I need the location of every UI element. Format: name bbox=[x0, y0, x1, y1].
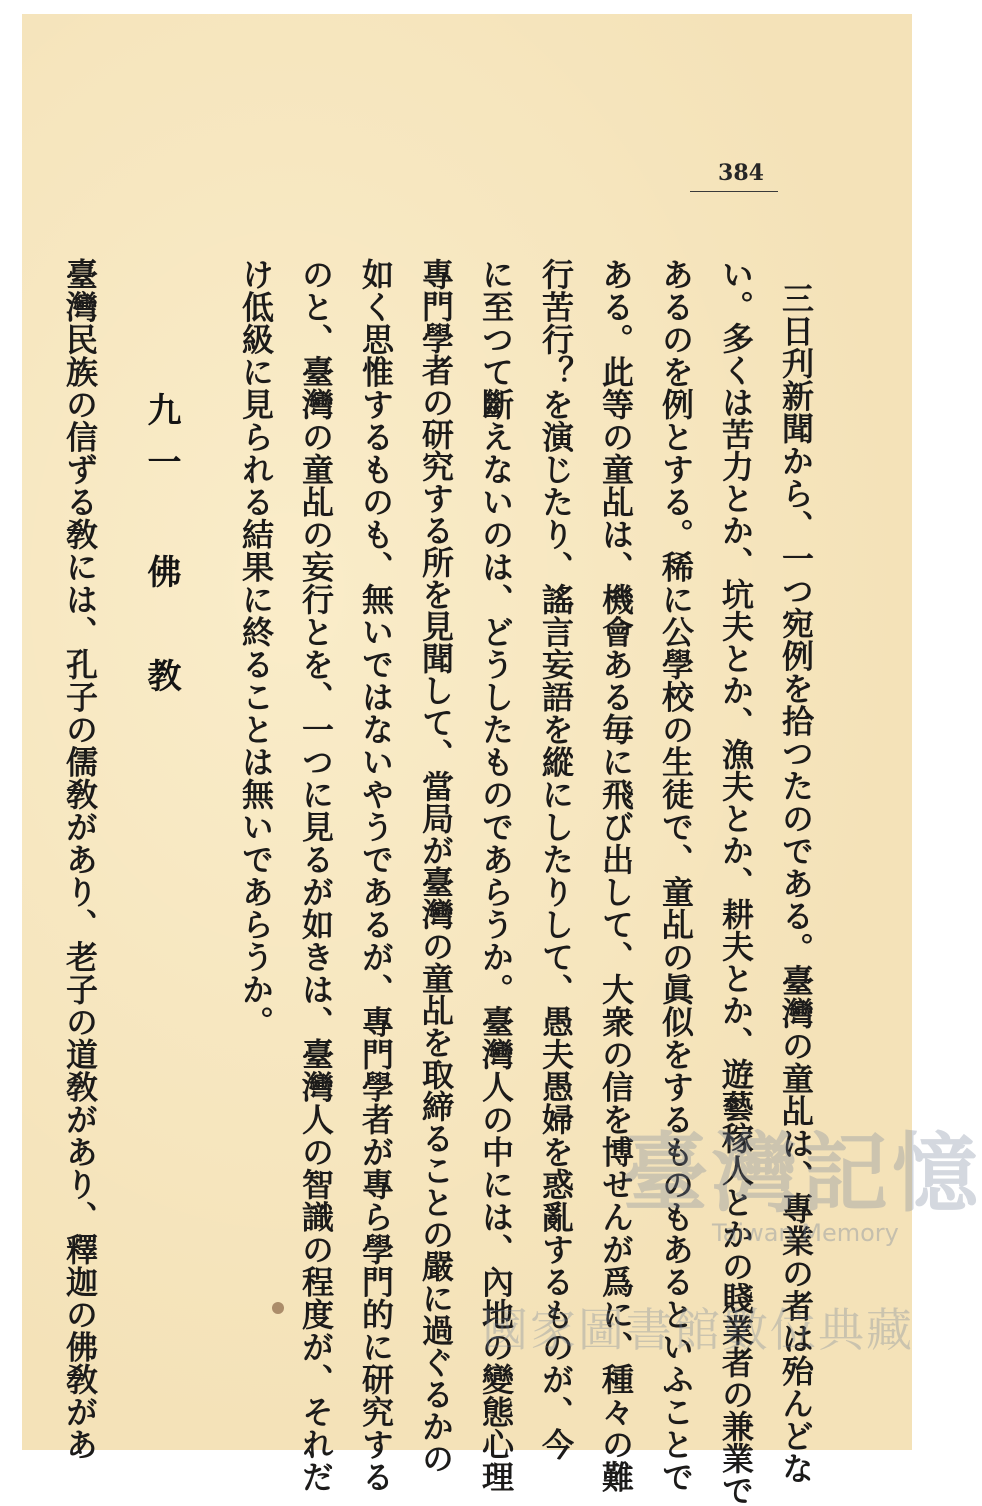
page-number-rule bbox=[690, 191, 778, 192]
body-column-2: い。多くは苦力とか、坑夫とか、漁夫とか、耕夫とか、遊藝稼人とかの賤業者の兼業で bbox=[717, 258, 755, 1506]
paper-stain bbox=[272, 1302, 284, 1314]
body-column-6: に至つて斷えないのは、どうしたものであらうか。臺灣人の中には、內地の變態心理 bbox=[477, 258, 515, 1493]
section-column-1: 臺灣民族の信ずる敎には、孔子の儒敎があり、老子の道敎があり、釋迦の佛敎があ bbox=[61, 258, 99, 1461]
body-column-7: 專門學者の研究する所を見聞して、當局が臺灣の童乩を取締ることの嚴に過ぐるかの bbox=[417, 258, 455, 1474]
watermark-chinese: 國家圖書館數位典藏 bbox=[482, 1303, 914, 1357]
section-heading: 九一 佛 教 bbox=[141, 392, 181, 710]
body-column-4: ある。此等の童乩は、機會ある毎に飛び出して、大衆の信を博せんが爲に、種々の難 bbox=[597, 258, 635, 1493]
body-column-5: 行苦行？を演じたり、謠言妄語を縱にしたりして、愚夫愚婦を惑亂するものが、今 bbox=[537, 258, 575, 1461]
body-column-3: あるのを例とする。稀に公學校の生徒で、童乩の眞似をするものもあるといふことで bbox=[657, 258, 695, 1493]
body-column-9: のと、臺灣の童乩の妄行とを、一つに見るが如きは、臺灣人の智識の程度が、それだ bbox=[297, 258, 335, 1493]
book-page bbox=[22, 14, 982, 1506]
page-number: 384 bbox=[718, 160, 764, 186]
body-column-1: 三日刋新聞から、一つ宛例を拾つたのである。臺灣の童乩は、專業の者は殆んどな bbox=[777, 282, 815, 1485]
watermark-english: Taiwan Memory bbox=[712, 1219, 899, 1247]
body-column-10: け低級に見られる結果に終ることは無いであらうか。 bbox=[237, 258, 275, 1038]
watermark-logo: 臺灣記憶 bbox=[622, 1123, 982, 1224]
body-column-8: 如く思惟するものも、無いではないやうであるが、專門學者が專ら學門的に研究する bbox=[357, 258, 395, 1493]
